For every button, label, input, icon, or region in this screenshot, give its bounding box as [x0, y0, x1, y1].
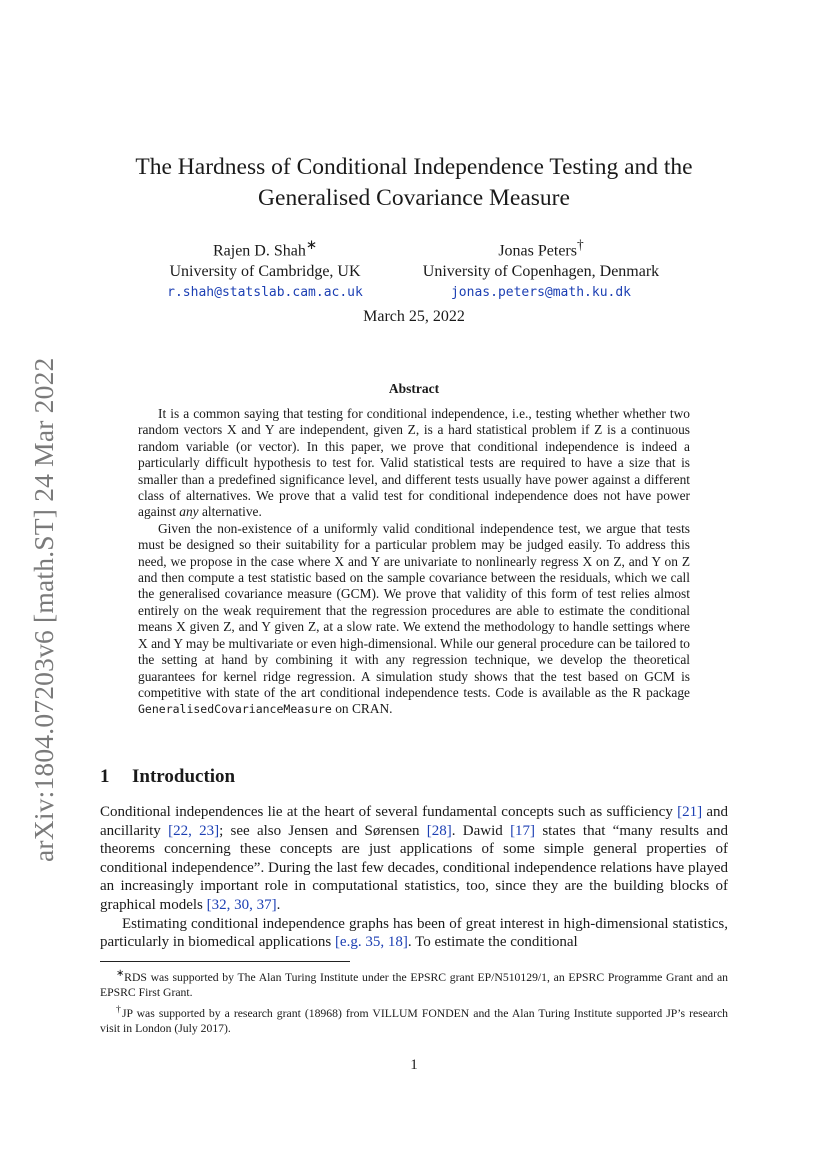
footnote-1: ∗RDS was supported by The Alan Turing Institute under the EPSRC grant EP/N510129/1, an EPSRC Programme Grant and an EPSRC First Grant. [100, 968, 728, 999]
citation-link[interactable]: [28] [426, 822, 452, 839]
citation-link[interactable]: [21] [677, 804, 703, 820]
introduction-body [100, 803, 728, 952]
section-number: 1 [100, 766, 110, 787]
body-text: Conditional independences lie at the heart of several fundamental concepts such as sufficiency [100, 804, 678, 820]
body-text: . To estimate the conditional [407, 934, 578, 951]
abstract-heading: Abstract [388, 381, 440, 396]
author-email-link[interactable]: jonas.peters@math.ku.dk [450, 285, 631, 301]
footnotes [100, 966, 728, 1038]
author-block-2 [400, 234, 682, 303]
body-text: and ancillarity [100, 804, 728, 839]
body-text: . Dawid [451, 822, 511, 839]
intro-paragraph-1 [100, 803, 728, 915]
paper-title [100, 152, 728, 214]
package-name: GeneralisedCovarianceMeasure [138, 702, 332, 717]
author-name: Rajen D. Shah [212, 242, 306, 260]
body-text: . [276, 896, 281, 913]
author-block-1 [140, 234, 390, 303]
emphasis: any [179, 504, 199, 520]
author-affiliation: University of Cambridge, UK [169, 263, 361, 281]
body-text: Estimating conditional independence graphs has been of great interest in high-dimensional statistics, particularly in biomedical applications [100, 915, 728, 951]
author-name: Jonas Peters [498, 242, 577, 260]
citation-link[interactable]: [32, 30, 37] [206, 896, 277, 913]
footnote-mark: † [576, 237, 584, 252]
citation-link[interactable]: [22, 23] [168, 822, 220, 839]
abstract-paragraph-1: It is a common saying that testing for conditional independence, i.e., testing whether whether two random vectors X and Y are independent, given Z, is a hard statistical problem if Z is a continuous random variable (or vector). In this paper, we prove that conditional independence is indeed a particularly difficult hypothesis to test for. Valid statistical tests are required to have a size that is smaller than a predefined significance level, and different tests usually have power against a different class of alternatives. We prove that a valid test for conditional independence does not have power against any alternative. [138, 406, 690, 520]
section-heading-introduction [100, 766, 235, 788]
footnote-mark: ∗ [305, 237, 318, 252]
citation-link[interactable]: [e.g. 35, 18] [334, 934, 408, 951]
author-email-link[interactable]: r.shah@statslab.cam.ac.uk [167, 285, 363, 301]
intro-paragraph-2 [100, 915, 728, 952]
author-affiliation: University of Copenhagen, Denmark [422, 263, 660, 281]
title-line-1: The Hardness of Conditional Independence Testing and the [135, 154, 693, 180]
body-text: ; see also Jensen and Sørensen [219, 822, 427, 839]
footnote-2: †JP was supported by a research grant (18968) from VILLUM FONDEN and the Alan Turing Institute supported JP’s research visit in London (July 2017). [100, 1003, 729, 1035]
section-title: Introduction [132, 766, 236, 787]
abstract-body [138, 406, 690, 718]
footnote-divider [100, 961, 350, 962]
arxiv-identifier-stamp: arXiv:1804.07203v6 [math.ST] 24 Mar 2022 [28, 357, 59, 862]
page-number: 1 [410, 1057, 418, 1073]
body-text: states that “many results and theorems concerning these concepts are just applications of some simple general properties of conditional independence”. During the last few decades, conditional independence relations have played an increasingly important role in computational statistics, too, since they are the building blocks of graphical models [100, 822, 728, 913]
abstract-paragraph-2: Given the non-existence of a uniformly valid conditional independence test, we argue that tests must be designed so their suitability for a particular problem may be judged easily. To address this need, we propose in the case where X and Y are univariate to nonlinearly regress X on Z, and Y on Z and then compute a test statistic based on the sample covariance between the residuals, which we call the generalised covariance measure (GCM). We prove that validity of this form of test relies almost entirely on the weak requirement that the regression procedures are able to estimate the conditional means X given Z, and Y given Z, at a slow rate. We extend the methodology to handle settings where X and Y may be multivariate or even high-dimensional. While our general procedure can be tailored to the setting at hand by combining it with any regression technique, we develop the theoretical guarantees for kernel ridge regression. A simulation study shows that the test based on GCM is competitive with state of the art conditional independence tests. Code is available as the R package GeneralisedCovarianceMeasure on CRAN. [138, 520, 690, 717]
publication-date: March 25, 2022 [363, 308, 465, 325]
citation-link[interactable]: [17] [510, 822, 536, 839]
title-line-2: Generalised Covariance Measure [258, 185, 570, 211]
